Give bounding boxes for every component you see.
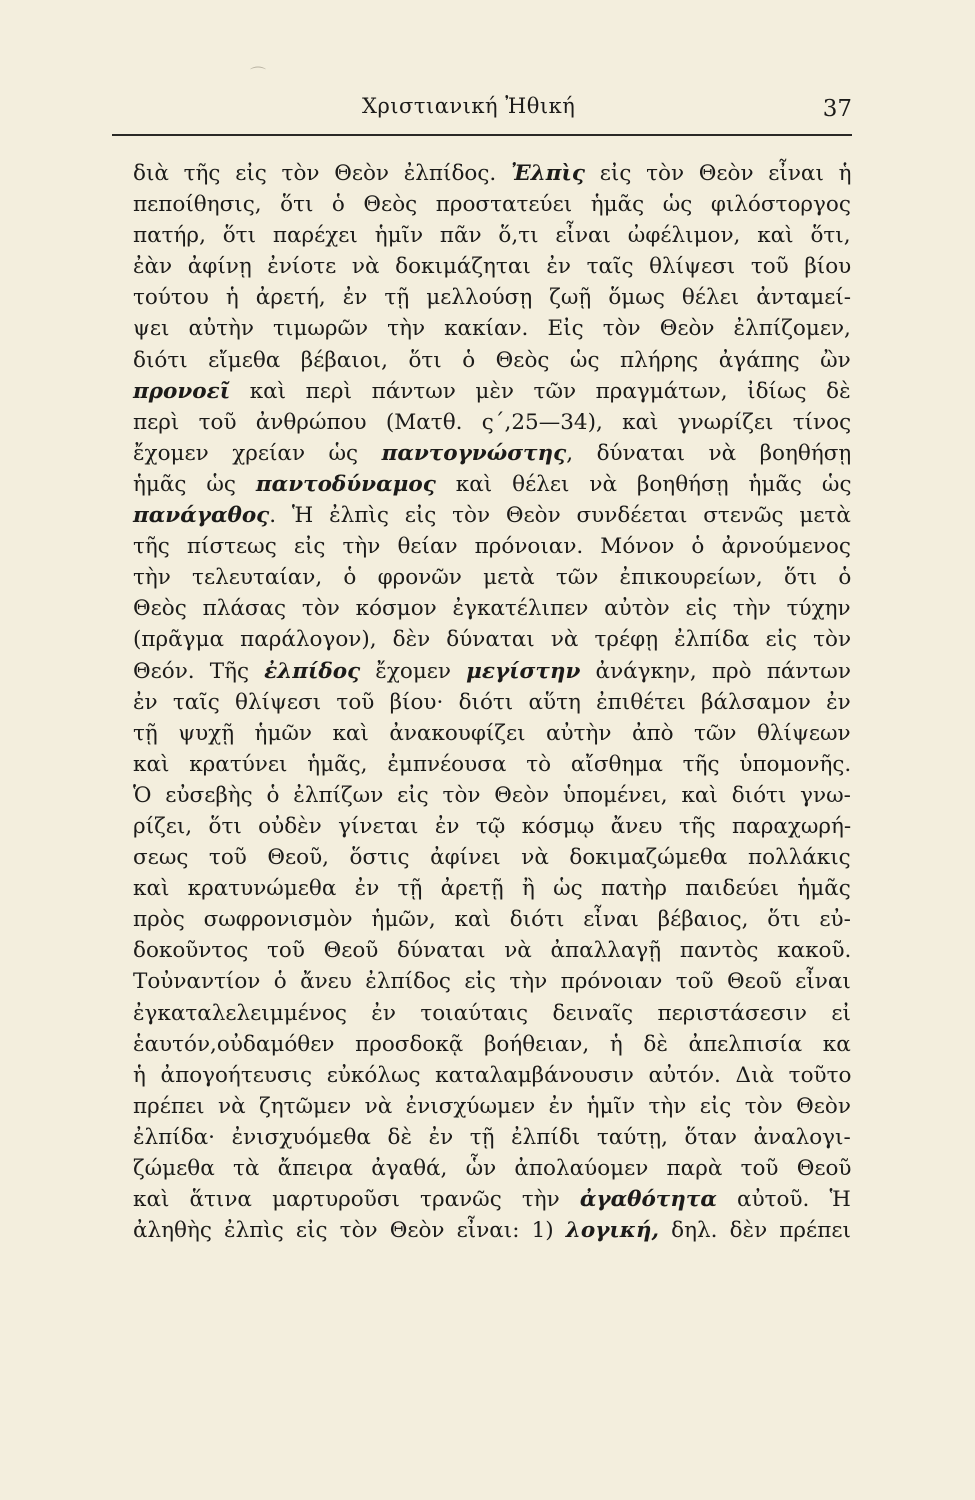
text-line [133, 500, 851, 531]
text-run: ἐὰν ἀφίνῃ ἐνίοτε νὰ δοκιμάζηται ἐν ταῖς θλίψεσι τοῦ βίου [133, 254, 852, 280]
text-line [133, 687, 851, 718]
body-text [133, 158, 851, 1246]
text-line [133, 624, 851, 655]
text-line [133, 407, 851, 438]
text-line [133, 904, 851, 935]
text-run: ἀληθὴς ἐλπὶς εἰς τὸν Θεὸν εἶναι: 1) [133, 1218, 566, 1244]
emphasized-term: Ἐλπὶς [510, 161, 586, 186]
text-run: Θεόν. Τῆς [133, 658, 265, 684]
emphasized-term: ἀγαθότητα [579, 1187, 717, 1213]
text-line [133, 780, 851, 811]
text-run: καὶ περὶ πάντων μὲν τῶν πραγμάτων, ἰδίως δὲ [230, 378, 851, 404]
text-line [133, 935, 851, 966]
text-line [133, 531, 851, 562]
text-run: δηλ. δὲν πρέπει [659, 1218, 851, 1244]
text-run: τῆς πίστεως εἰς τὴν θείαν πρόνοιαν. Μόνον ὁ ἀρνούμενος [133, 534, 851, 560]
library-stamp-mark: ⌒ [250, 65, 267, 84]
text-line [133, 189, 851, 220]
text-line [133, 313, 851, 344]
text-run: ψει αὐτὴν τιμωρῶν τὴν κακίαν. Εἰς τὸν Θεὸν ἐλπίζομεν, [133, 316, 851, 342]
text-run: τούτου ἡ ἀρετή, ἐν τῇ μελλούσῃ ζωῇ ὅμως θέλει ἀνταμεί- [133, 285, 852, 311]
text-run: καὶ κρατυνώμεθα ἐν τῇ ἀρετῇ ἢ ὡς πατὴρ παιδεύει ἡμᾶς [133, 876, 851, 902]
emphasized-term: πανάγαθος [133, 503, 270, 529]
text-line [133, 1215, 851, 1246]
text-line [133, 998, 851, 1029]
text-line [133, 376, 851, 407]
text-run: (πρᾶγμα παράλογον), δὲν δύναται νὰ τρέφῃ ἐλπίδα εἰς τὸν [133, 627, 852, 653]
text-line [133, 1029, 851, 1060]
text-line [133, 593, 851, 624]
text-run: πεποίθησις, ὅτι ὁ Θεὸς προστατεύει ἡμᾶς ὡς φιλόστοργος [133, 192, 851, 218]
text-run: , δύναται νὰ βοηθήσῃ [566, 440, 852, 466]
emphasized-term: λογική, [565, 1218, 660, 1244]
text-line [133, 656, 851, 687]
text-run: πατήρ, ὅτι παρέχει ἡμῖν πᾶν ὅ,τι εἶναι ὠφέλιμον, καὶ ὅτι, [133, 223, 851, 249]
text-line [133, 1184, 851, 1215]
text-line [133, 842, 851, 873]
text-line [133, 1122, 851, 1153]
text-line [133, 345, 851, 376]
text-run: Ὁ εὐσεβὴς ὁ ἐλπίζων εἰς τὸν Θεὸν ὑπομένει, καὶ διότι γνω- [133, 782, 851, 808]
emphasized-term: ἐλπίδος [264, 658, 361, 684]
text-line [133, 251, 851, 282]
header-rule [112, 134, 852, 136]
text-run: ἐλπίδα· ἐνισχυόμεθα δὲ ἐν τῇ ἐλπίδι ταύτῃ, ὅταν ἀναλογι- [133, 1124, 851, 1150]
text-line [133, 718, 851, 749]
text-run: ἔχομεν χρείαν ὡς [133, 440, 382, 466]
page-number: 37 [822, 96, 852, 122]
text-run: διὰ τῆς εἰς τὸν Θεὸν ἐλπίδος. [133, 161, 511, 186]
running-title: Χριστιανική Ἠθική [362, 94, 576, 118]
text-run: ἐν ταῖς θλίψεσι τοῦ βίου· διότι αὕτη ἐπιθέτει βάλσαμον ἐν [133, 689, 851, 715]
text-run: εἰς τὸν Θεὸν εἶναι ἡ [585, 161, 852, 186]
text-run: ἔχομεν [360, 658, 467, 684]
text-run: πρέπει νὰ ζητῶμεν νὰ ἐνισχύωμεν ἐν ἡμῖν τὴν εἰς τὸν Θεὸν [133, 1093, 851, 1119]
text-run: Τοὐναντίον ὁ ἄνευ ἐλπίδος εἰς τὴν πρόνοιαν τοῦ Θεοῦ εἶναι [133, 969, 851, 995]
text-run: . Ἡ ἐλπὶς εἰς τὸν Θεὸν συνδέεται στενῶς μετὰ [269, 503, 851, 529]
text-line [133, 158, 851, 189]
text-run: ἐγκαταλελειμμένος ἐν τοιαύταις δειναῖς περιστάσεσιν εἰ [133, 1000, 851, 1026]
text-run: περὶ τοῦ ἀνθρώπου (Ματθ. ς΄,25—34), καὶ γνωρίζει τίνος [133, 409, 852, 435]
emphasized-term: προνοεῖ [133, 378, 231, 404]
text-run: καὶ ἅτινα μαρτυροῦσι τρανῶς τὴν [133, 1187, 580, 1213]
text-line [133, 873, 851, 904]
text-run: δοκοῦντος τοῦ Θεοῦ δύναται νὰ ἀπαλλαγῇ παντὸς κακοῦ. [133, 938, 852, 964]
text-run: αὐτοῦ. Ἡ [716, 1187, 851, 1213]
text-line [133, 749, 851, 780]
text-line [133, 811, 851, 842]
emphasized-term: παντοδύναμος [255, 471, 436, 497]
page-header [112, 88, 852, 128]
text-run: καὶ κρατύνει ἡμᾶς, ἐμπνέουσα τὸ αἴσθημα τῆς ὑπομονῆς. [133, 751, 852, 777]
text-run: τὴν τελευταίαν, ὁ φρονῶν μετὰ τῶν ἐπικουρείων, ὅτι ὁ [133, 565, 852, 591]
text-run: ἀνάγκην, πρὸ πάντων [580, 658, 851, 684]
text-line [133, 562, 851, 593]
emphasized-term: παντογνώστης [381, 440, 567, 466]
text-line [133, 966, 851, 997]
text-line [133, 282, 851, 313]
text-line [133, 438, 851, 469]
text-run: Θεὸς πλάσας τὸν κόσμον ἐγκατέλιπεν αὐτὸν εἰς τὴν τύχην [133, 596, 851, 622]
text-run: σεως τοῦ Θεοῦ, ὅστις ἀφίνει νὰ δοκιμαζώμεθα πολλάκις [133, 845, 851, 871]
text-line [133, 220, 851, 251]
text-run: ἡμᾶς ὡς [133, 471, 256, 497]
text-run: ἡ ἀπογοήτευσις εὐκόλως καταλαμβάνουσιν αὐτόν. Διὰ τοῦτο [133, 1062, 852, 1088]
text-run: ζώμεθα τὰ ἄπειρα ἀγαθά, ὧν ἀπολαύομεν παρὰ τοῦ Θεοῦ [133, 1156, 852, 1181]
text-run: ἑαυτόν,οὐδαμόθεν προσδοκᾷ βοήθειαν, ἡ δὲ ἀπελπισία κα [133, 1031, 851, 1057]
text-run: τῇ ψυχῇ ἡμῶν καὶ ἀνακουφίζει αὐτὴν ἀπὸ τῶν θλίψεων [133, 720, 851, 746]
text-run: ρίζει, ὅτι οὐδὲν γίνεται ἐν τῷ κόσμῳ ἄνευ τῆς παραχωρή- [133, 813, 852, 839]
text-line [133, 1091, 851, 1122]
text-run: καὶ θέλει νὰ βοηθήσῃ ἡμᾶς ὡς [435, 471, 852, 497]
text-line [133, 1153, 851, 1184]
text-run: πρὸς σωφρονισμὸν ἡμῶν, καὶ διότι εἶναι βέβαιος, ὅτι εὐ- [133, 907, 851, 933]
text-line [133, 1060, 851, 1091]
text-run: διότι εἴμεθα βέβαιοι, ὅτι ὁ Θεὸς ὡς πλήρης ἀγάπης ὢν [133, 347, 851, 373]
emphasized-term: μεγίστην [466, 658, 581, 684]
text-line [133, 469, 851, 500]
